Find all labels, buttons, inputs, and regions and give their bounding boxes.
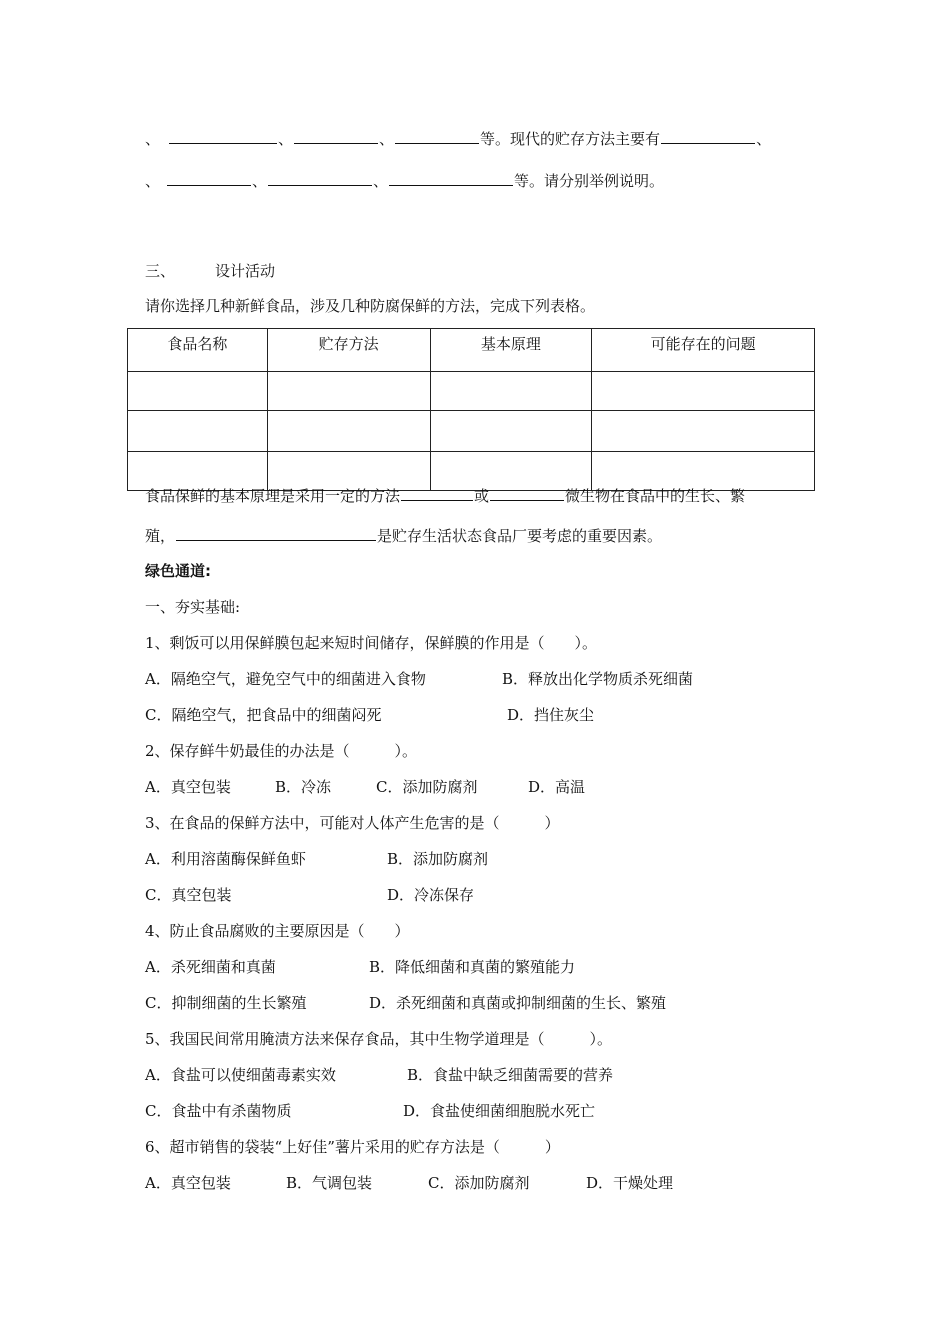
- principle-text: 微生物在食品中的生长、繁: [565, 487, 746, 505]
- option[interactable]: C．食盐中有杀菌物质: [145, 1102, 292, 1120]
- principle-text: 食品保鲜的基本原理是采用一定的方法: [145, 487, 401, 505]
- intro-line-1: [145, 128, 771, 149]
- table-cell[interactable]: [430, 411, 592, 452]
- blank[interactable]: [401, 485, 473, 501]
- option-row: [145, 777, 585, 797]
- question-stem: 5、我国民间常用腌渍方法来保存食品，其中生物学道理是（ ）。: [145, 1030, 613, 1048]
- option[interactable]: B．冷冻: [275, 778, 332, 796]
- green-channel-subheading: 一、夯实基础:: [145, 598, 241, 616]
- option[interactable]: C．添加防腐剂: [376, 778, 478, 796]
- section-3-number: 三、: [145, 262, 176, 280]
- blank[interactable]: [490, 485, 564, 501]
- option[interactable]: D．冷冻保存: [387, 886, 475, 904]
- question-stem: 3、在食品的保鲜方法中，可能对人体产生危害的是（ ）: [145, 814, 560, 832]
- option[interactable]: A．真空包装: [145, 778, 231, 796]
- option[interactable]: D．高温: [528, 778, 586, 796]
- intro-line-1-lead: 、: [145, 130, 161, 148]
- option-row: [145, 849, 488, 869]
- table-cell[interactable]: [128, 411, 268, 452]
- table-header: 基本原理: [430, 329, 592, 372]
- question-stem: 2、保存鲜牛奶最佳的办法是（ ）。: [145, 742, 418, 760]
- option-row: [145, 993, 666, 1013]
- option[interactable]: C．添加防腐剂: [428, 1174, 530, 1192]
- option[interactable]: C．抑制细菌的生长繁殖: [145, 994, 307, 1012]
- blank[interactable]: [176, 525, 376, 541]
- section-3-heading: [145, 261, 275, 281]
- option[interactable]: B．气调包装: [286, 1174, 373, 1192]
- question-stem: 1、剩饭可以用保鲜膜包起来短时间储存，保鲜膜的作用是（ ）。: [145, 634, 598, 652]
- blank[interactable]: [661, 128, 755, 144]
- table-cell[interactable]: [430, 372, 592, 411]
- principle-text: 是贮存生活状态食品厂要考虑的重要因素。: [377, 527, 663, 545]
- option[interactable]: D．杀死细菌和真菌或抑制细菌的生长、繁殖: [369, 994, 667, 1012]
- intro-line-2-sep2: 、: [373, 172, 389, 190]
- blank[interactable]: [294, 128, 378, 144]
- option[interactable]: C．真空包装: [145, 886, 232, 904]
- option[interactable]: A．隔绝空气，避免空气中的细菌进入食物: [145, 670, 426, 688]
- intro-line-2-after: 等。请分别举例说明。: [514, 172, 665, 190]
- intro-line-2-sep1: 、: [252, 172, 268, 190]
- table-header: 食品名称: [128, 329, 268, 372]
- option-row: [145, 1173, 673, 1193]
- intro-line-2-lead: 、: [145, 172, 161, 190]
- question-stem: 4、防止食品腐败的主要原因是（ ）: [145, 922, 410, 940]
- option-row: [145, 885, 474, 905]
- table-cell[interactable]: [592, 411, 815, 452]
- blank[interactable]: [395, 128, 479, 144]
- blank[interactable]: [389, 170, 513, 186]
- intro-line-1-end: 、: [756, 130, 772, 148]
- principle-text: 殖，: [145, 527, 176, 545]
- table-header: 贮存方法: [267, 329, 430, 372]
- section-3-instruction: 请你选择几种新鲜食品，涉及几种防腐保鲜的方法，完成下列表格。: [145, 297, 596, 315]
- table-cell[interactable]: [128, 372, 268, 411]
- principle-line-2: [145, 525, 662, 546]
- section-3-title: 设计活动: [215, 262, 276, 280]
- option[interactable]: B．降低细菌和真菌的繁殖能力: [369, 958, 576, 976]
- principle-text: 或: [474, 487, 490, 505]
- table-header-row: [128, 329, 815, 372]
- blank[interactable]: [169, 128, 277, 144]
- option[interactable]: C．隔绝空气，把食品中的细菌闷死: [145, 706, 382, 724]
- principle-line-1: [145, 485, 745, 506]
- option[interactable]: A．真空包装: [145, 1174, 231, 1192]
- table-cell[interactable]: [267, 411, 430, 452]
- table-cell[interactable]: [267, 372, 430, 411]
- option[interactable]: A．食盐可以使细菌毒素实效: [145, 1066, 336, 1084]
- option-row: [145, 1101, 595, 1121]
- intro-line-1-sep1: 、: [278, 130, 294, 148]
- green-channel-heading: 绿色通道:: [145, 562, 211, 580]
- table-cell[interactable]: [592, 372, 815, 411]
- option-row: [145, 705, 594, 725]
- table-header: 可能存在的问题: [592, 329, 815, 372]
- option[interactable]: D．挡住灰尘: [507, 706, 595, 724]
- option-row: [145, 1065, 613, 1085]
- intro-line-2: [145, 170, 664, 191]
- intro-line-1-after: 等。现代的贮存方法主要有: [480, 130, 661, 148]
- option[interactable]: B．释放出化学物质杀死细菌: [502, 670, 694, 688]
- design-table: [127, 328, 815, 491]
- option-row: [145, 957, 575, 977]
- option[interactable]: A．杀死细菌和真菌: [145, 958, 276, 976]
- table-row: [128, 411, 815, 452]
- question-stem: 6、超市销售的袋装“上好佳”薯片采用的贮存方法是（ ）: [145, 1138, 560, 1156]
- option[interactable]: B．添加防腐剂: [387, 850, 489, 868]
- option-row: [145, 669, 693, 689]
- blank[interactable]: [167, 170, 251, 186]
- option[interactable]: A．利用溶菌酶保鲜鱼虾: [145, 850, 306, 868]
- option[interactable]: D．干燥处理: [586, 1174, 674, 1192]
- blank[interactable]: [268, 170, 372, 186]
- table-row: [128, 372, 815, 411]
- option[interactable]: B．食盐中缺乏细菌需要的营养: [407, 1066, 614, 1084]
- option[interactable]: D．食盐使细菌细胞脱水死亡: [403, 1102, 596, 1120]
- intro-line-1-sep2: 、: [379, 130, 395, 148]
